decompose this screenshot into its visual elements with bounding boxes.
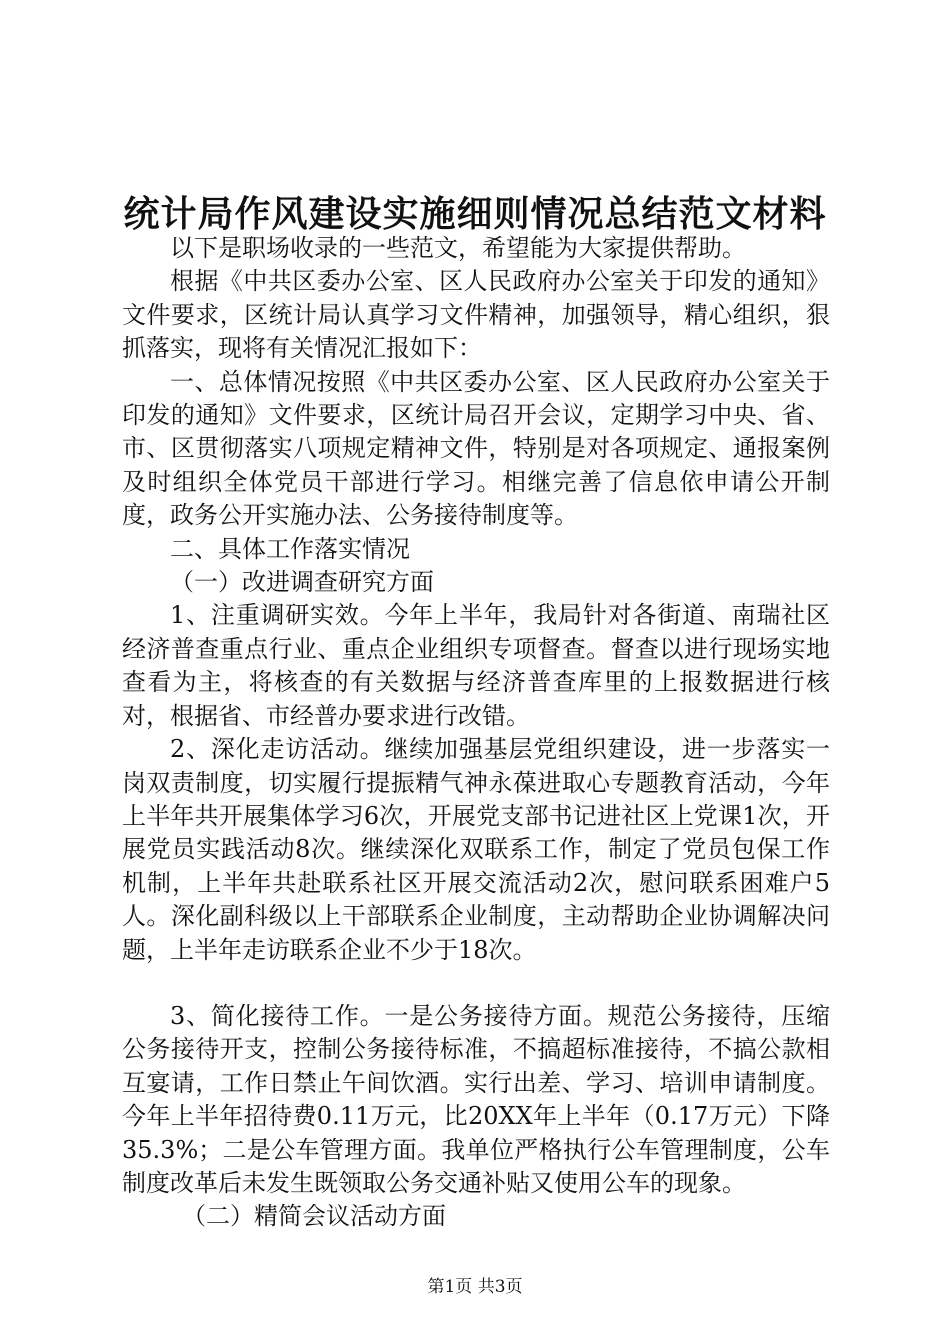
paragraph-gap bbox=[122, 967, 830, 1000]
paragraph-research: 1、注重调研实效。今年上半年，我局针对各街道、南瑞社区经济普查重点行业、重点企业组织专项督查。督查以进行现场实地查看为主，将核查的有关数据与经济普查库里的上报数据进行核对，根据省、市经普办要求进行改错。 bbox=[122, 601, 830, 730]
heading-meetings: （二）精简会议活动方面 bbox=[182, 1202, 446, 1231]
paragraph-overview: 一、总体情况按照《中共区委办公室、区人民政府办公室关于印发的通知》文件要求，区统计局召开会议，定期学习中央、省、市、区贯彻落实八项规定精神文件，特别是对各项规定、通报案例及时组织全体党员干部进行学习。相继完善了信息依申请公开制度，政务公开实施办法、公务接待制度等。 bbox=[122, 367, 830, 530]
paragraph-intro: 以下是职场收录的一些范文，希望能为大家提供帮助。 bbox=[170, 234, 746, 262]
heading-specific-work: 二、具体工作落实情况 bbox=[170, 534, 410, 563]
paragraph-reception: 3、简化接待工作。一是公务接待方面。规范公务接待，压缩公务接待开支，控制公务接待标准，不搞超标准接待，不搞公款相互宴请，工作日禁止午间饮酒。实行出差、学习、培训申请制度。今年上半年招待费0.11万元，比20XX年上半年（0.17万元）下降35.3%；二是公车管理方面。我单位严格执行公车管理制度，公车制度改革后未发生既领取公务交通补贴又使用公车的现象。 bbox=[122, 1001, 830, 1197]
document-body bbox=[122, 232, 830, 1234]
paragraph-basis: 根据《中共区委办公室、区人民政府办公室关于印发的通知》文件要求，区统计局认真学习文件精神，加强领导，精心组织，狠抓落实，现将有关情况汇报如下： bbox=[122, 267, 830, 363]
heading-research: （一）改进调查研究方面 bbox=[170, 568, 434, 597]
page-number: 第1页 共3页 bbox=[427, 1277, 523, 1297]
paragraph-visits: 2、深化走访活动。继续加强基层党组织建设，进一步落实一岗双责制度，切实履行提振精气神永葆进取心专题教育活动，今年上半年共开展集体学习6次，开展党支部书记进社区上党课1次，开展党员实践活动8次。继续深化双联系工作，制定了党员包保工作机制，上半年共赴联系社区开展交流活动2次，慰问联系困难户5人。深化副科级以上干部联系企业制度，主动帮助企业协调解决问题，上半年走访联系企业不少于18次。 bbox=[122, 735, 830, 964]
document-title: 统计局作风建设实施细则情况总结范文材料 bbox=[123, 193, 827, 235]
